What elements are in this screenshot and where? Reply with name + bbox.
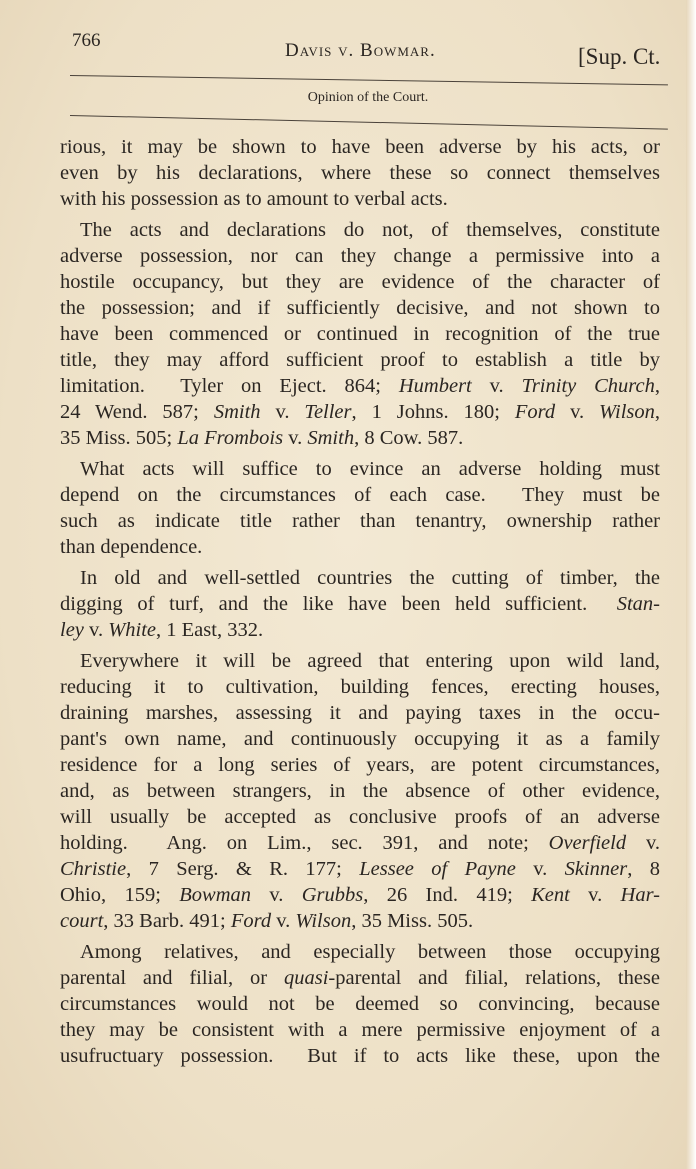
text-segment: , 33 Barb. 491;: [103, 910, 231, 932]
text-segment: ,: [654, 375, 660, 397]
section-rule: [70, 115, 668, 130]
text-segment: holding. Ang. on Lim., sec. 391, and note;: [60, 832, 549, 854]
text-line: [60, 456, 660, 482]
paragraph: [60, 939, 660, 1069]
paragraph: [60, 565, 660, 643]
text-line: [60, 508, 660, 534]
case-name: Smith: [307, 427, 355, 449]
text-segment: adverse possession, nor can they change a permissive into a: [60, 245, 660, 267]
case-name: Wilson: [599, 401, 655, 423]
text-segment: Ohio, 159;: [60, 884, 180, 906]
text-segment: rious, it may be shown to have been adverse by his acts, or: [60, 136, 660, 158]
text-segment: usufructuary possession. But if to acts like these, upon the: [60, 1045, 660, 1067]
text-line: [60, 425, 660, 451]
text-segment: v.: [283, 427, 308, 449]
paragraph: [60, 648, 660, 934]
text-segment: v.: [83, 619, 109, 641]
text-line: [60, 186, 660, 212]
text-line: [60, 591, 660, 617]
text-segment: draining marshes, assessing it and paying taxes in the occu-: [60, 702, 660, 724]
case-name: Ford: [230, 910, 272, 932]
paragraph: [60, 217, 660, 451]
case-name: Overfield: [548, 832, 627, 854]
text-line: [60, 534, 660, 560]
text-line: [60, 991, 660, 1017]
text-line: [60, 295, 660, 321]
case-name: Stan-: [616, 593, 660, 615]
court-label: [Sup. Ct.: [578, 44, 661, 69]
text-line: [60, 939, 660, 965]
text-line: [60, 321, 660, 347]
text-segment: depend on the circumstances of each case. They must be: [60, 484, 660, 506]
text-segment: , 1 Johns. 180;: [351, 401, 515, 423]
text-line: [60, 134, 660, 160]
case-name: La Frombois: [177, 427, 284, 449]
text-segment: 24 Wend. 587;: [60, 401, 214, 423]
text-segment: even by his declarations, where these so connect themselves: [60, 162, 660, 184]
text-segment: limitation. Tyler on Eject. 864;: [60, 375, 399, 397]
paragraph: [60, 456, 660, 560]
text-segment: The acts and declarations do not, of themselves, constitute: [80, 219, 660, 241]
case-name: Wilson: [295, 910, 352, 932]
text-segment: , 7 Serg. & R. 177;: [126, 858, 360, 880]
text-segment: , 35 Miss. 505.: [351, 910, 474, 932]
text-line: [60, 482, 660, 508]
case-name: Skinner: [564, 858, 628, 880]
text-segment: v.: [555, 401, 600, 423]
text-segment: , 8 Cow. 587.: [354, 427, 464, 449]
text-segment: pant's own name, and continuously occupying it as a family: [60, 728, 660, 750]
text-line: [60, 830, 660, 856]
text-line: [60, 674, 660, 700]
text-line: [60, 347, 660, 373]
case-name: quasi: [283, 967, 329, 989]
header-rule: [70, 75, 668, 85]
text-line: [60, 882, 660, 908]
text-line: [60, 399, 660, 425]
case-name: Har-: [620, 884, 660, 906]
case-name: Smith: [213, 401, 261, 423]
text-segment: , 26 Ind. 419;: [363, 884, 532, 906]
text-segment: , 8: [627, 858, 660, 880]
text-line: [60, 856, 660, 882]
text-line: [60, 565, 660, 591]
page-edge: [686, 0, 696, 1169]
text-line: [60, 243, 660, 269]
case-name: Teller: [304, 401, 352, 423]
page-number: 766: [72, 30, 101, 51]
text-segment: -parental and filial, relations, these: [328, 967, 660, 989]
text-line: [60, 1043, 660, 1069]
text-segment: with his possession as to amount to verbal acts.: [60, 188, 448, 210]
text-line: [60, 752, 660, 778]
text-segment: have been commenced or continued in recognition of the true: [60, 323, 660, 345]
text-segment: v.: [251, 884, 302, 906]
text-segment: v.: [271, 910, 296, 932]
case-name: court: [60, 910, 104, 932]
opinion-text: [60, 134, 660, 1074]
text-segment: digging of turf, and the like have been held sufficient.: [60, 593, 617, 615]
case-name: Ford: [514, 401, 556, 423]
section-heading: Opinion of the Court.: [307, 90, 429, 105]
text-line: [60, 217, 660, 243]
text-segment: Among relatives, and especially between those occupying: [80, 941, 660, 963]
text-line: [60, 269, 660, 295]
text-segment: will usually be accepted as conclusive proofs of an adverse: [60, 806, 660, 828]
text-segment: reducing it to cultivation, building fences, erecting houses,: [60, 676, 660, 698]
running-title: Davis v. Bowmar.: [285, 40, 436, 61]
text-segment: v.: [626, 832, 661, 854]
case-name: Kent: [531, 884, 570, 906]
paragraph: [60, 134, 660, 212]
text-segment: , 1 East, 332.: [156, 619, 264, 641]
text-line: [60, 804, 660, 830]
text-line: [60, 726, 660, 752]
case-name: Lessee of Payne: [359, 858, 516, 880]
text-segment: circumstances would not be deemed so convincing, because: [60, 993, 660, 1015]
text-line: [60, 965, 660, 991]
text-segment: they may be consistent with a mere permissive enjoyment of a: [60, 1019, 660, 1041]
text-segment: v.: [260, 401, 305, 423]
case-name: Trinity Church: [521, 375, 655, 397]
text-segment: parental and filial, or: [60, 967, 284, 989]
text-segment: residence for a long series of years, are potent circumstances,: [60, 754, 660, 776]
text-line: [60, 700, 660, 726]
text-segment: v.: [471, 375, 522, 397]
text-segment: In old and well-settled countries the cutting of timber, the: [80, 567, 660, 589]
text-segment: What acts will suffice to evince an adverse holding must: [80, 458, 660, 480]
text-segment: title, they may afford sufficient proof to establish a title by: [60, 349, 660, 371]
text-segment: such as indicate title rather than tenantry, ownership rather: [60, 510, 660, 532]
text-line: [60, 908, 660, 934]
text-segment: Everywhere it will be agreed that entering upon wild land,: [80, 650, 660, 672]
case-name: Bowman: [179, 884, 251, 906]
text-segment: hostile occupancy, but they are evidence of the character of: [60, 271, 660, 293]
text-segment: ,: [654, 401, 660, 423]
text-line: [60, 617, 660, 643]
text-line: [60, 1017, 660, 1043]
text-segment: v.: [515, 858, 565, 880]
text-line: [60, 648, 660, 674]
case-name: ley: [60, 619, 84, 641]
text-line: [60, 160, 660, 186]
text-segment: the possession; and if sufficiently decisive, and not shown to: [60, 297, 660, 319]
text-line: [60, 373, 660, 399]
case-name: Humbert: [398, 375, 472, 397]
text-line: [60, 778, 660, 804]
text-segment: 35 Miss. 505;: [60, 427, 178, 449]
text-segment: v.: [569, 884, 621, 906]
text-segment: than dependence.: [60, 536, 203, 558]
case-name: Grubbs: [301, 884, 364, 906]
text-segment: and, as between strangers, in the absence of other evidence,: [60, 780, 660, 802]
case-name: Christie: [60, 858, 127, 880]
case-name: White: [108, 619, 157, 641]
